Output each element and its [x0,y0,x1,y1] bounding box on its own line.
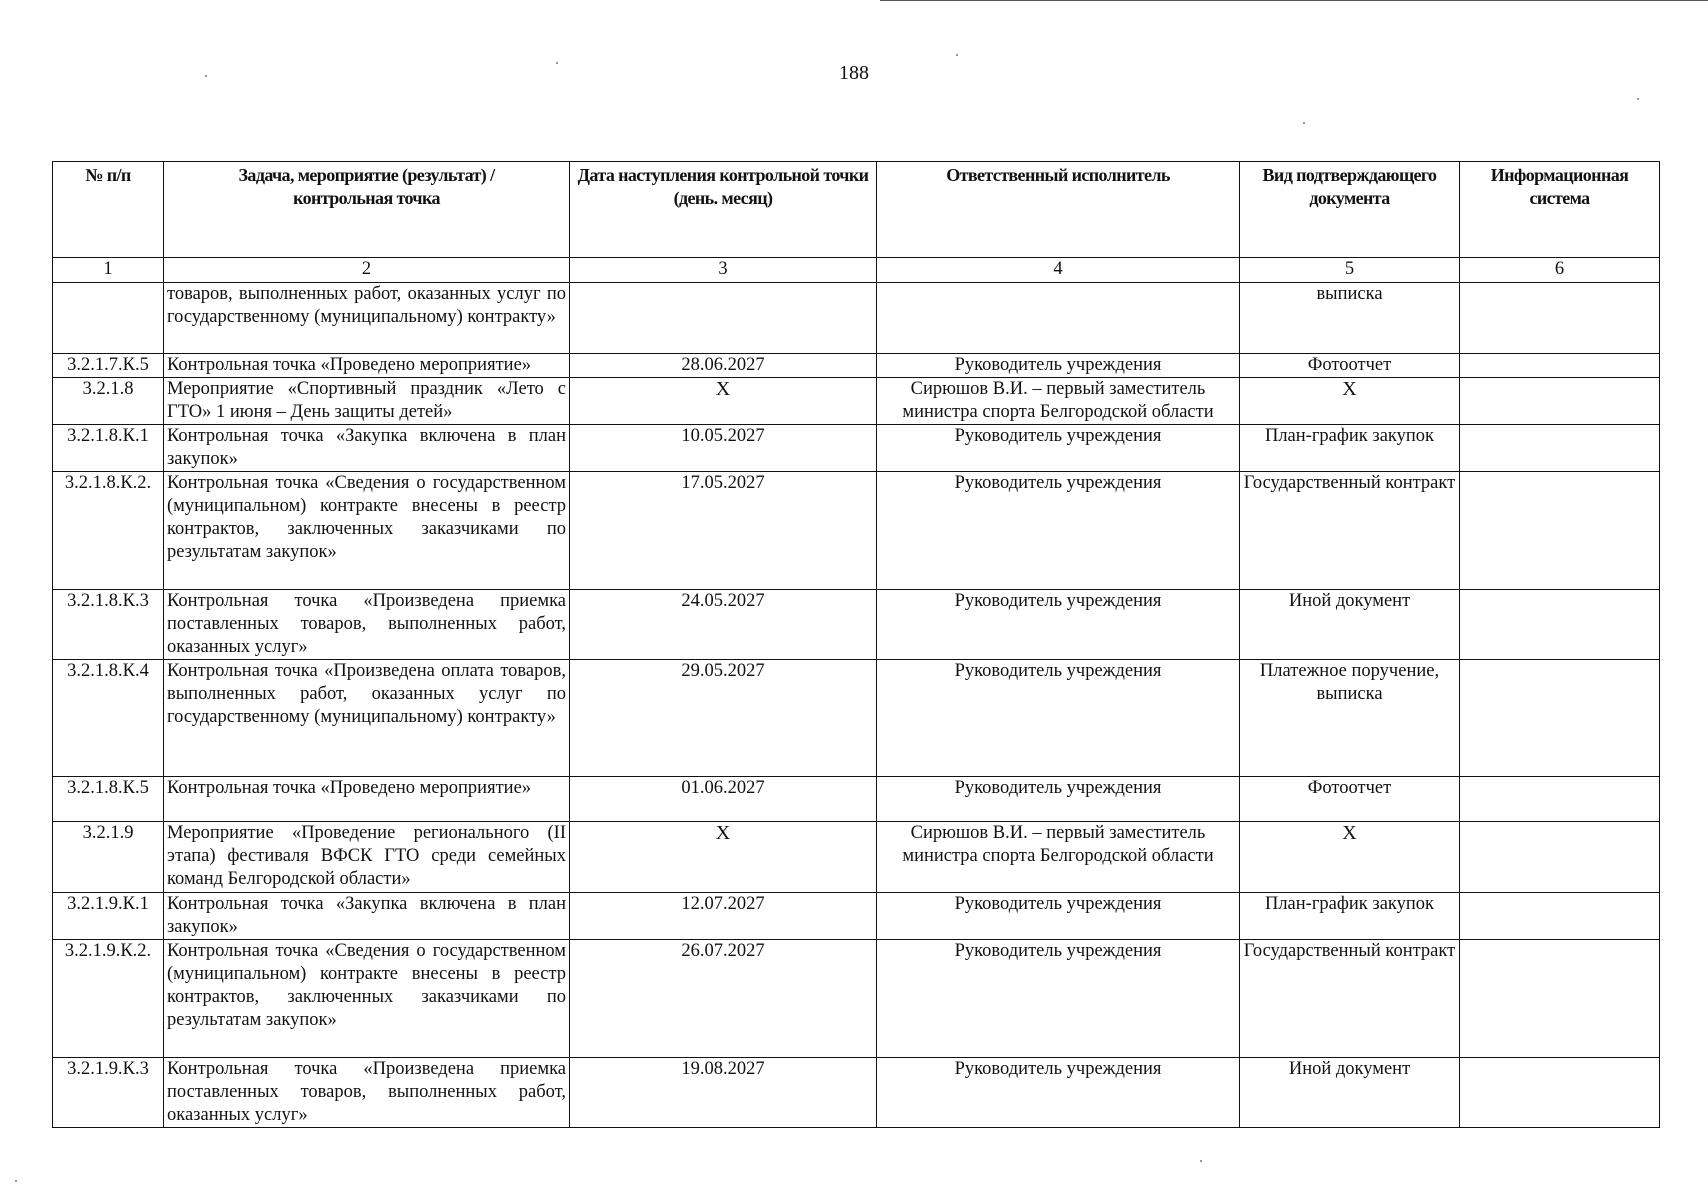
row-system [1460,1058,1660,1128]
scan-speck [1303,122,1305,124]
table-row [53,940,1660,1058]
row-task: Контрольная точка «Сведения о государственном (муниципальном) контракте внесены в реестр контрактов, заключенных заказчиками по результатам закупок» [164,940,570,1058]
row-date: 12.07.2027 [570,893,877,940]
row-system [1460,940,1660,1058]
scan-speck [1637,98,1639,100]
row-document: X [1240,822,1460,893]
header-system: Информационная система [1460,162,1660,258]
row-task: Контрольная точка «Сведения о государственном (муниципальном) контракте внесены в реестр контрактов, заключенных заказчиками по результатам закупок» [164,472,570,590]
row-responsible: Руководитель учреждения [877,777,1240,822]
row-number [53,283,164,354]
row-number: 3.2.1.8.К.3 [53,590,164,660]
row-date: X [570,378,877,425]
row-number: 3.2.1.8.К.4 [53,660,164,777]
scan-speck [1200,1160,1202,1162]
row-document: Государственный контракт [1240,940,1460,1058]
column-number: 2 [164,258,570,283]
table-header-row [53,162,1660,258]
row-number: 3.2.1.8.К.1 [53,425,164,472]
row-system [1460,822,1660,893]
row-date: 24.05.2027 [570,590,877,660]
row-responsible: Руководитель учреждения [877,1058,1240,1128]
row-task: Мероприятие «Проведение регионального (II этапа) фестиваля ВФСК ГТО среди семейных команд Белгородской области» [164,822,570,893]
row-number: 3.2.1.8 [53,378,164,425]
row-responsible: Руководитель учреждения [877,425,1240,472]
row-task: товаров, выполненных работ, оказанных услуг по государственному (муниципальному) контракту» [164,283,570,354]
table-row [53,822,1660,893]
row-date: 10.05.2027 [570,425,877,472]
row-system [1460,283,1660,354]
table-row [53,283,1660,354]
row-responsible: Руководитель учреждения [877,354,1240,378]
row-document: выписка [1240,283,1460,354]
row-task: Мероприятие «Спортивный праздник «Лето с ГТО» 1 июня – День защиты детей» [164,378,570,425]
row-date: X [570,822,877,893]
row-document: Государственный контракт [1240,472,1460,590]
row-document: План-график закупок [1240,893,1460,940]
row-system [1460,472,1660,590]
row-number: 3.2.1.7.К.5 [53,354,164,378]
row-date: 19.08.2027 [570,1058,877,1128]
row-responsible: Руководитель учреждения [877,893,1240,940]
row-task: Контрольная точка «Проведено мероприятие» [164,777,570,822]
row-task: Контрольная точка «Произведена приемка поставленных товаров, выполненных работ, оказанных услуг» [164,590,570,660]
scan-speck [15,1180,17,1182]
row-date [570,283,877,354]
row-number: 3.2.1.9.К.3 [53,1058,164,1128]
row-system [1460,777,1660,822]
row-date: 01.06.2027 [570,777,877,822]
table-row [53,893,1660,940]
row-system [1460,354,1660,378]
row-date: 26.07.2027 [570,940,877,1058]
row-responsible [877,283,1240,354]
row-system [1460,590,1660,660]
row-system [1460,660,1660,777]
row-document: X [1240,378,1460,425]
table-row [53,472,1660,590]
header-document: Вид подтверждающего документа [1240,162,1460,258]
row-task: Контрольная точка «Закупка включена в план закупок» [164,893,570,940]
row-task: Контрольная точка «Произведена приемка поставленных товаров, выполненных работ, оказанных услуг» [164,1058,570,1128]
table-row [53,1058,1660,1128]
table-row [53,354,1660,378]
row-date: 29.05.2027 [570,660,877,777]
row-document: Иной документ [1240,1058,1460,1128]
table-row [53,425,1660,472]
row-responsible: Руководитель учреждения [877,660,1240,777]
row-document: Платежное поручение, выписка [1240,660,1460,777]
column-number-row [53,258,1660,283]
table-row [53,777,1660,822]
row-task: Контрольная точка «Проведено мероприятие» [164,354,570,378]
scan-edge-line [880,0,1708,1]
row-document: Фотоотчет [1240,777,1460,822]
scan-speck [556,62,558,64]
row-system [1460,378,1660,425]
header-date: Дата наступления контрольной точки (день. месяц) [570,162,877,258]
row-number: 3.2.1.8.К.5 [53,777,164,822]
row-responsible: Сирюшов В.И. – первый заместитель министра спорта Белгородской области [877,822,1240,893]
scan-speck [956,54,958,56]
column-number: 5 [1240,258,1460,283]
row-task: Контрольная точка «Произведена оплата товаров, выполненных работ, оказанных услуг по государственному (муниципальному) контракту» [164,660,570,777]
row-responsible: Руководитель учреждения [877,590,1240,660]
row-date: 17.05.2027 [570,472,877,590]
row-system [1460,425,1660,472]
row-number: 3.2.1.9.К.1 [53,893,164,940]
table-row [53,590,1660,660]
column-number: 1 [53,258,164,283]
row-number: 3.2.1.9 [53,822,164,893]
row-number: 3.2.1.9.К.2. [53,940,164,1058]
header-responsible: Ответственный исполнитель [877,162,1240,258]
table-row [53,660,1660,777]
row-responsible: Руководитель учреждения [877,472,1240,590]
row-document: Фотоотчет [1240,354,1460,378]
row-date: 28.06.2027 [570,354,877,378]
page-number: 188 [839,62,869,84]
table-row [53,378,1660,425]
column-number: 4 [877,258,1240,283]
header-task: Задача, мероприятие (результат) / контрольная точка [164,162,570,258]
scan-speck [205,75,207,77]
row-number: 3.2.1.8.К.2. [53,472,164,590]
row-document: Иной документ [1240,590,1460,660]
control-points-table [52,161,1660,1128]
row-task: Контрольная точка «Закупка включена в план закупок» [164,425,570,472]
column-number: 3 [570,258,877,283]
row-system [1460,893,1660,940]
header-number: № п/п [53,162,164,258]
row-document: План-график закупок [1240,425,1460,472]
row-responsible: Руководитель учреждения [877,940,1240,1058]
row-responsible: Сирюшов В.И. – первый заместитель министра спорта Белгородской области [877,378,1240,425]
column-number: 6 [1460,258,1660,283]
